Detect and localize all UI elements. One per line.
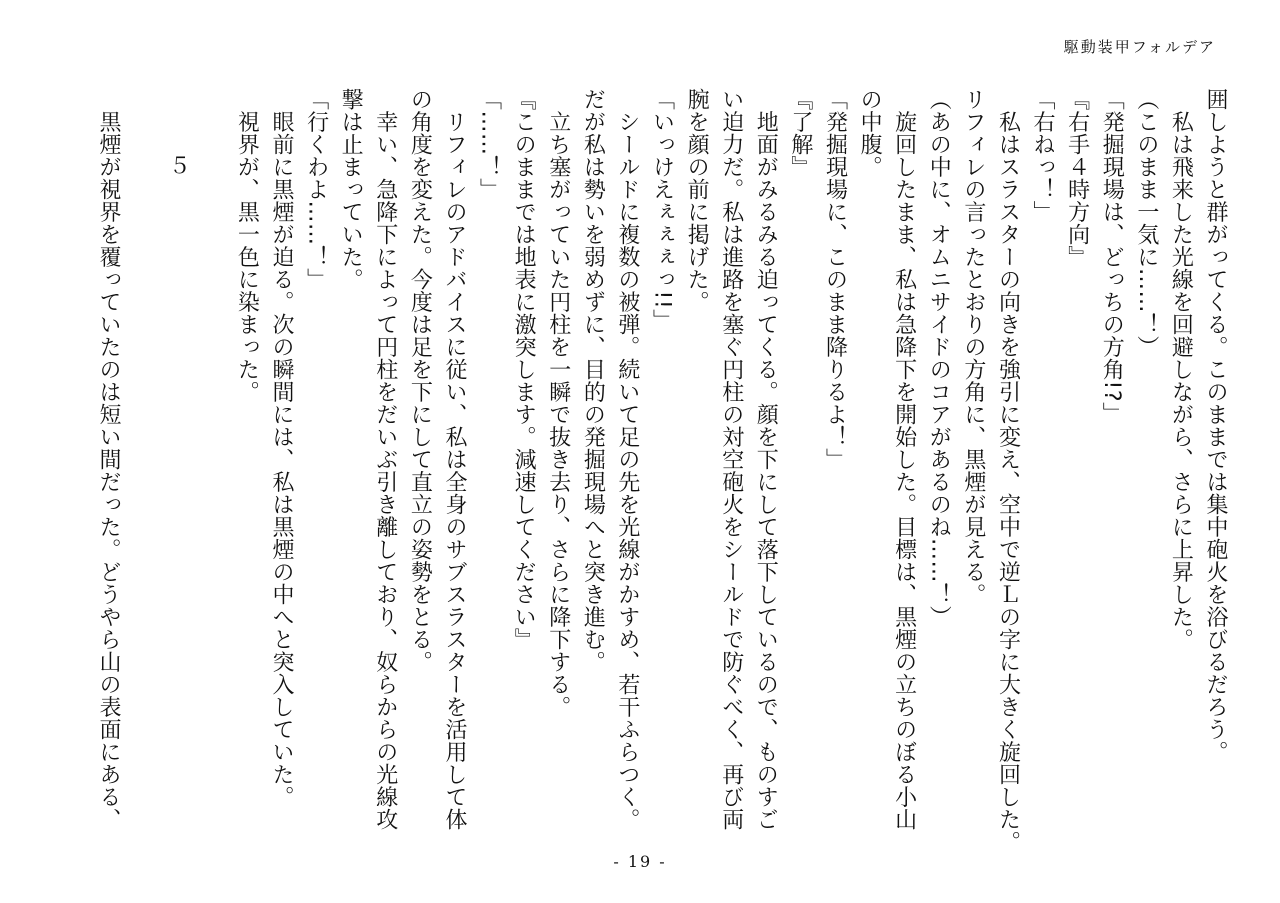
text-line: 眼前に黒煙が迫る。次の瞬間には、私は黒煙の中へと突入していた。	[268, 88, 294, 808]
text-line: シールドに複数の被弾。続いて足の先を光線がかすめ、若干ふらつく。	[614, 88, 640, 831]
text-line: 地面がみるみる迫ってくる。顔を下にして落下しているので、ものすご	[753, 88, 779, 831]
text-line: の中腹。	[857, 88, 883, 178]
text-line: （あの中に、オムニサイドのコアがあるのね……！）	[926, 88, 952, 628]
text-line: 撃は止まっていた。	[338, 88, 364, 291]
text-line: リフィレの言ったとおりの方角に、黒煙が見える。	[960, 88, 986, 606]
chapter-number: ５	[165, 154, 191, 177]
text-line: 「いっけえぇぇぇっ!!」	[649, 88, 675, 332]
text-line: 私はスラスターの向きを強引に変え、空中で逆Ｌの字に大きく旋回した。	[995, 88, 1021, 853]
text-line: 「発掘現場は、どっちの方角!?」	[1099, 88, 1125, 425]
text-line: 腕を顔の前に掲げた。	[684, 88, 710, 313]
text-line: 視界が、黒一色に染まった。	[234, 88, 260, 403]
text-line: 「右ねっ！」	[1030, 88, 1056, 223]
text-line: 囲しようと群がってくる。このままでは集中砲火を浴びるだろう。	[1203, 88, 1228, 763]
text-line: 黒煙が視界を覆っていたのは短い間だった。どうやら山の表面にある、	[96, 88, 121, 831]
text-line: 立ち塞がっていた円柱を一瞬で抜き去り、さらに降下する。	[545, 88, 571, 718]
text-line: 「行くわよ……！」	[303, 88, 329, 291]
text-line: 「発掘現場に、このまま降りるよ！」	[822, 88, 848, 471]
text-line: 旋回したまま、私は急降下を開始した。目標は、黒煙の立ちのぼる小山	[891, 88, 917, 831]
text-line: だが私は勢いを弱めずに、目的の発掘現場へと突き進む。	[580, 88, 606, 673]
page-number: - 19 -	[613, 852, 667, 871]
text-line: 『このままでは地表に激突します。減速してください』	[511, 88, 537, 651]
running-title: 駆動装甲フォルデア	[1063, 38, 1216, 56]
text-line: 『右手４時方向』	[1064, 88, 1090, 268]
text-line: 『了解』	[787, 88, 813, 178]
text-line: 「……！」	[476, 88, 502, 201]
text-line: の角度を変えた。今度は足を下にして直立の姿勢をとる。	[407, 88, 433, 673]
text-line: 私は飛来した光線を回避しながら、さらに上昇した。	[1168, 88, 1194, 651]
blank-line	[125, 88, 160, 808]
text-line: （このまま一気に……！）	[1133, 88, 1159, 358]
vertical-body-text	[62, 88, 1232, 853]
text-line: 幸い、急降下によって円柱をだいぶ引き離しており、奴らからの光線攻	[372, 88, 398, 831]
text-line: リフィレのアドバイスに従い、私は全身のサブスラスターを活用して体	[441, 88, 467, 831]
text-line: い迫力だ。私は進路を塞ぐ円柱の対空砲火をシールドで防ぐべく、再び両	[718, 88, 744, 831]
blank-line	[194, 88, 229, 808]
